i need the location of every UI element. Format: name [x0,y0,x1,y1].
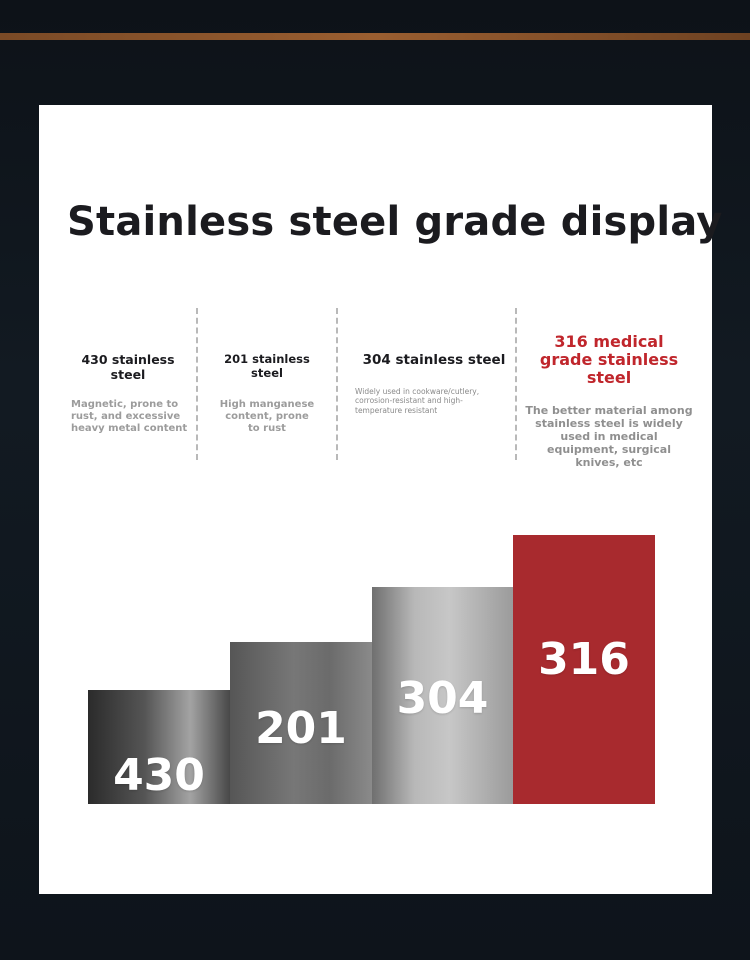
bar-316 [513,535,655,804]
bar-label: 316 [538,634,630,685]
divider [515,308,517,460]
bar-201 [230,642,372,804]
accent-line [0,33,750,40]
grade-201-info [209,352,325,434]
divider [196,308,198,460]
page-title: Stainless steel grade display [67,199,723,245]
bar-304 [372,587,513,804]
grade-display-card [39,105,723,894]
grade-description: Magnetic, prone to rust, and excessive heavy metal content [71,399,188,434]
grade-430-info [67,352,189,434]
grade-304-info [351,352,507,415]
bar-430 [88,690,230,804]
grade-description: Widely used in cookware/cutlery, corrosion-resistant and high-temperature resistant [355,387,480,415]
grade-description: High manganese content, prone to rust [219,399,315,434]
grade-316-info [523,333,695,470]
grade-name: 430 stainless steel [81,352,175,382]
grade-name: 201 stainless steel [224,352,310,380]
grade-name: 316 medical grade stainless steel [539,332,679,387]
bar-label: 201 [255,702,347,754]
bar-label: 304 [396,673,489,724]
grade-description: The better material among stainless steel is widely used in medical equipment, surgical knives, etc [525,403,693,469]
divider [336,308,338,460]
grade-name: 304 stainless steel [362,352,506,368]
bar-label: 430 [113,749,205,801]
